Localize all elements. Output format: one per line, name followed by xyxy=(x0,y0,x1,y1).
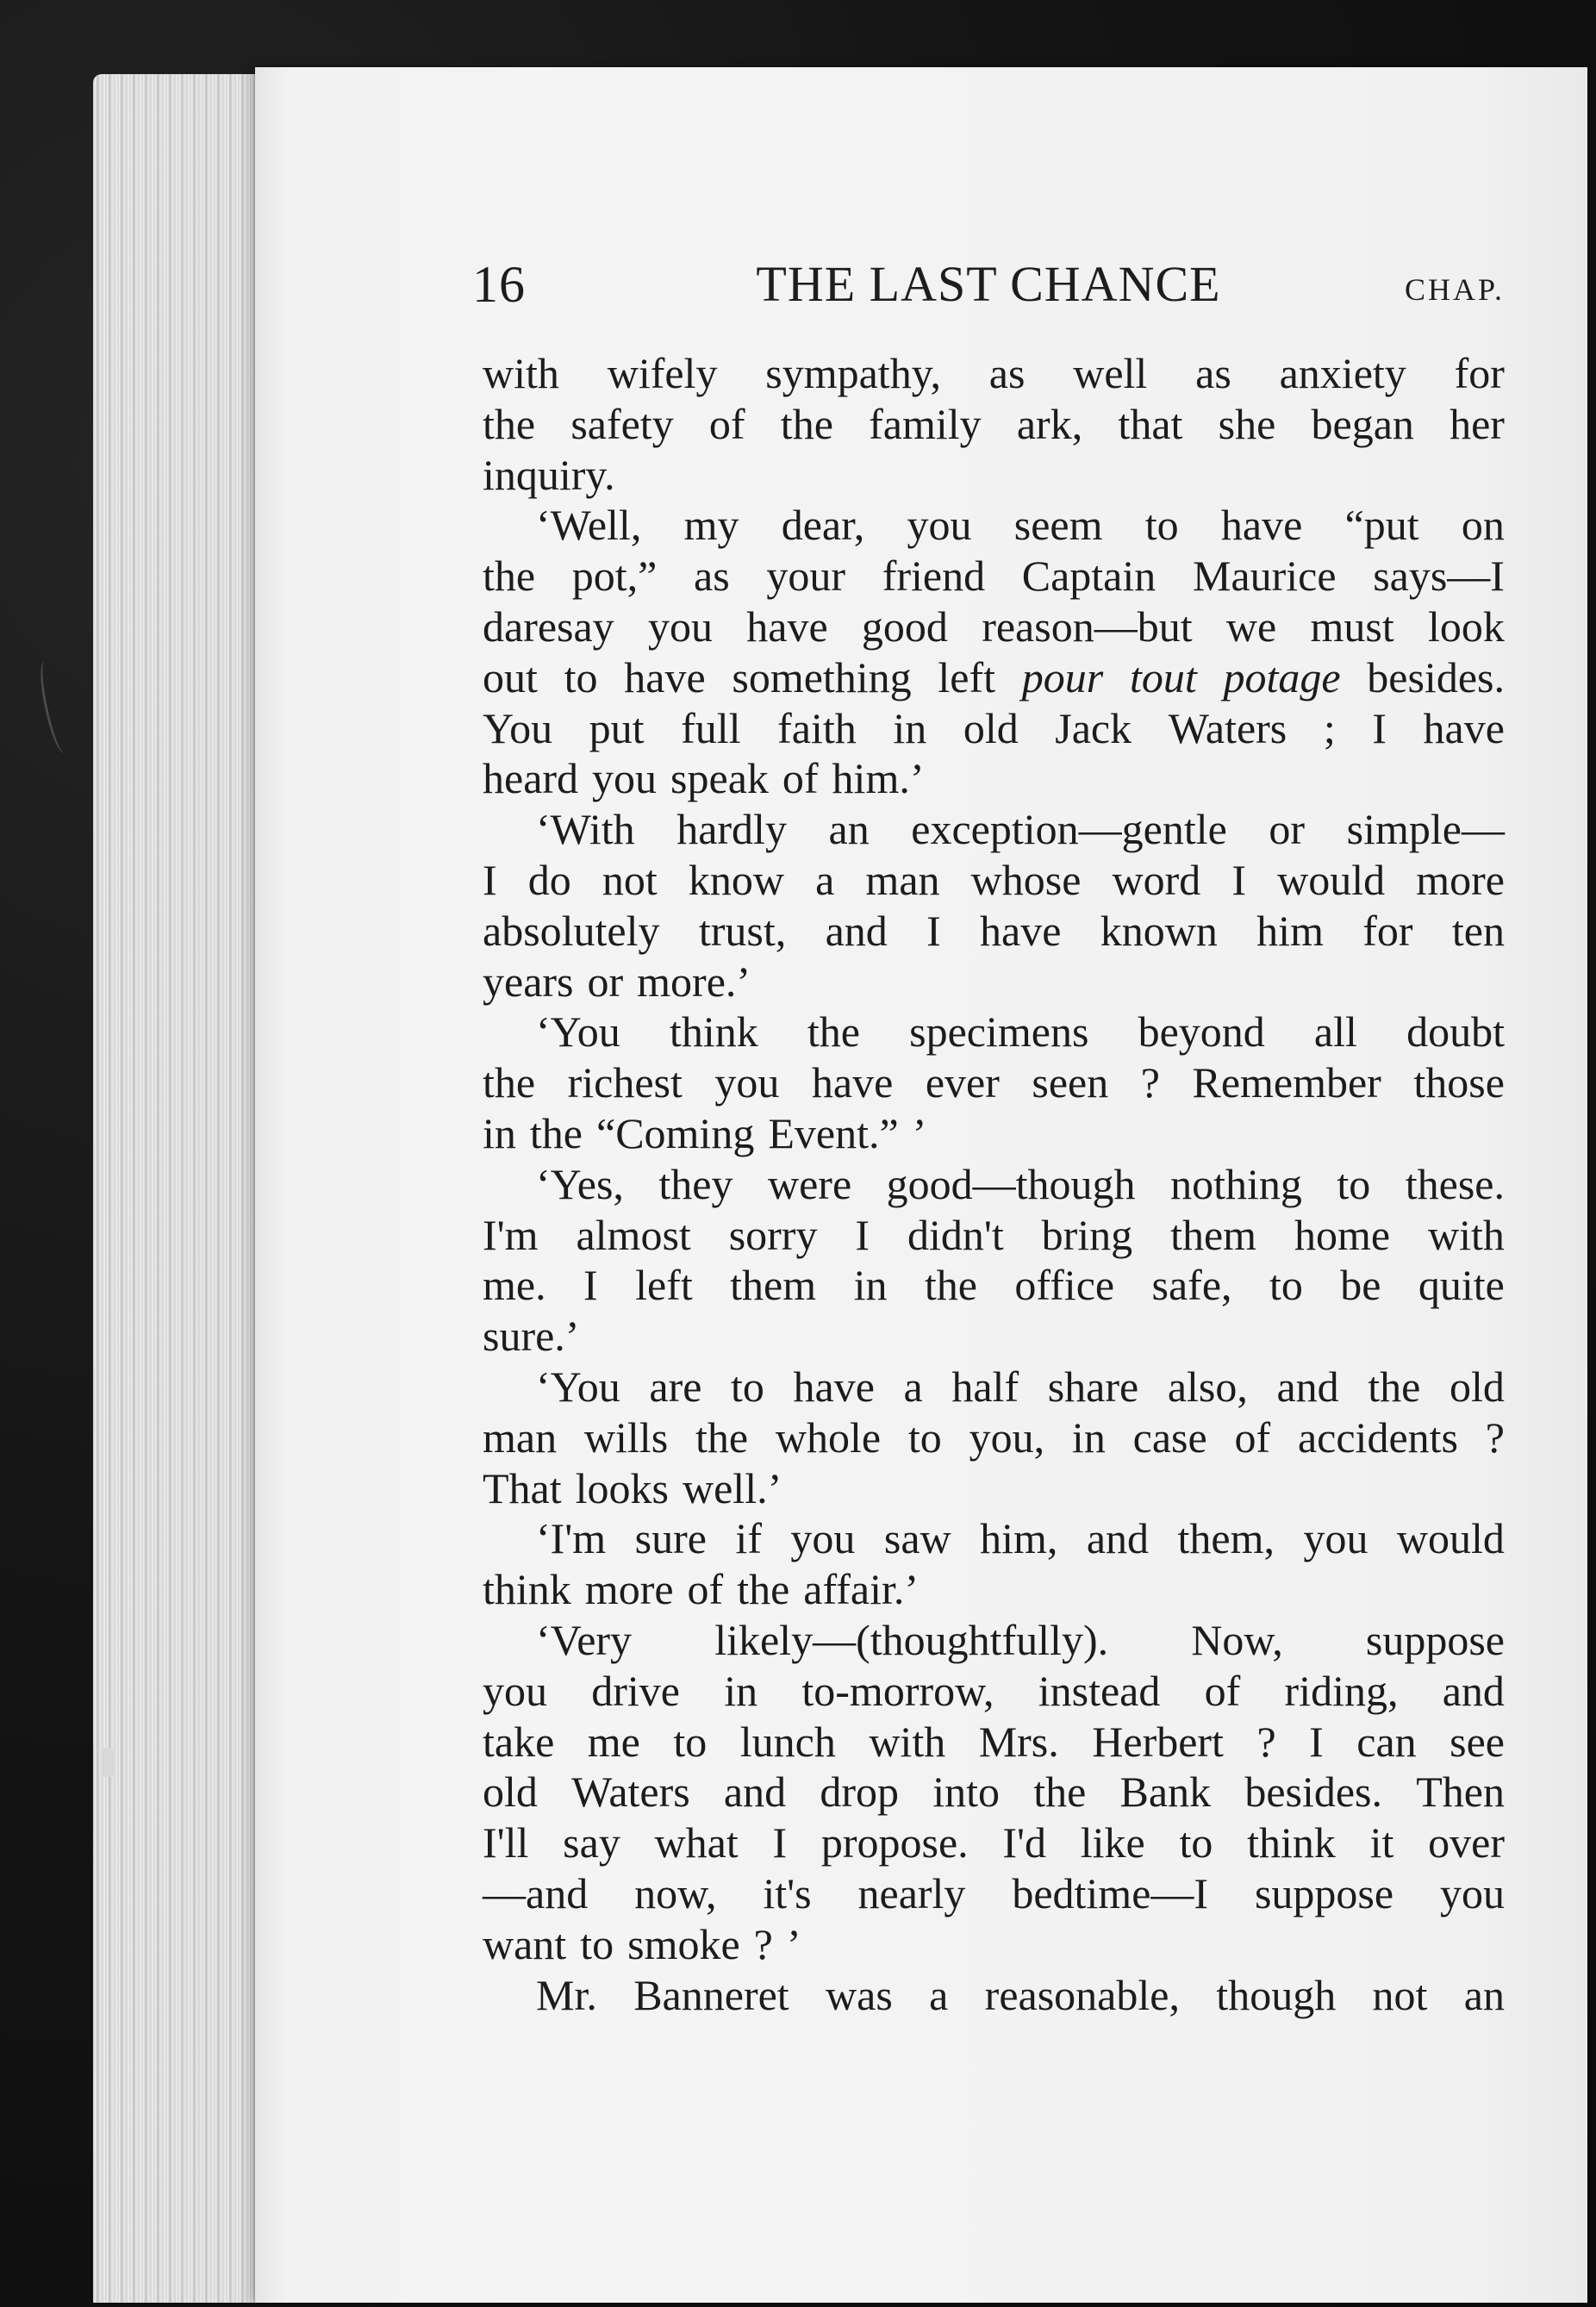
word: my xyxy=(683,501,739,550)
word: of xyxy=(708,399,745,448)
word: him, xyxy=(980,1514,1058,1563)
word: inquiry. xyxy=(483,450,615,499)
word: I'm xyxy=(483,1210,539,1259)
text-line xyxy=(483,1260,1505,1311)
word: Waters xyxy=(571,1768,690,1817)
word: her xyxy=(1449,399,1505,448)
word: you xyxy=(790,1514,856,1563)
word: like xyxy=(1080,1818,1145,1867)
word: I xyxy=(1309,1717,1324,1766)
word: Mr. xyxy=(536,1970,597,2019)
word: Jack xyxy=(1055,703,1132,752)
word: seem xyxy=(1013,501,1103,550)
word: specimens xyxy=(909,1007,1089,1057)
word: with xyxy=(483,349,559,397)
word: well xyxy=(1073,349,1148,397)
word: ? xyxy=(753,1919,773,1968)
text-line xyxy=(483,450,1505,501)
word: ? xyxy=(1140,1058,1160,1107)
word: are xyxy=(649,1362,702,1411)
word: —and xyxy=(483,1868,589,1917)
word: out xyxy=(483,652,538,701)
word: look xyxy=(1428,602,1505,651)
word: didn't xyxy=(907,1210,1004,1259)
text-line xyxy=(483,1159,1505,1210)
word: have xyxy=(746,602,828,651)
word: drive xyxy=(591,1666,680,1715)
word: ’ xyxy=(786,1919,801,1968)
word: ark, xyxy=(1016,399,1083,448)
word: to xyxy=(1179,1818,1213,1867)
word: you, xyxy=(969,1412,1045,1462)
word: you xyxy=(483,1666,547,1715)
text-line xyxy=(483,1311,1505,1362)
word: riding, xyxy=(1284,1666,1399,1715)
text-line xyxy=(483,1007,1505,1057)
word: though xyxy=(1216,1970,1337,2019)
word: the xyxy=(483,1058,536,1107)
text-line xyxy=(483,753,1505,804)
italic-word: tout xyxy=(1129,652,1197,701)
word: want xyxy=(483,1919,567,1968)
text-line xyxy=(483,348,1505,399)
word: me. xyxy=(483,1261,546,1310)
word: of xyxy=(1234,1412,1271,1462)
word: you xyxy=(1303,1514,1368,1563)
word: old xyxy=(963,703,1019,752)
running-header xyxy=(472,250,1505,319)
word: ’ xyxy=(912,1108,927,1157)
word: ‘You xyxy=(536,1007,620,1057)
word: they xyxy=(658,1159,733,1208)
word: as xyxy=(1195,349,1231,397)
word: man xyxy=(483,1412,558,1462)
word: have xyxy=(811,1058,894,1107)
word: good xyxy=(861,602,948,651)
word: reason—but xyxy=(982,602,1193,651)
word: it xyxy=(1369,1818,1394,1867)
text-line xyxy=(483,1767,1505,1818)
word: be xyxy=(1340,1261,1381,1310)
word: Maurice xyxy=(1192,552,1337,601)
text-line xyxy=(483,1513,1505,1564)
word: and xyxy=(1086,1514,1150,1563)
word: half xyxy=(951,1362,1019,1411)
word: if xyxy=(735,1514,762,1563)
word: ‘Very xyxy=(536,1615,633,1664)
text-line xyxy=(483,602,1505,652)
word: not xyxy=(1372,1970,1428,2019)
word: case xyxy=(1132,1412,1207,1462)
word: a xyxy=(903,1362,923,1411)
word: safe, xyxy=(1151,1261,1232,1310)
word: I xyxy=(772,1818,788,1867)
word: to xyxy=(1269,1261,1303,1310)
word: quite xyxy=(1418,1261,1505,1310)
word: them, xyxy=(1177,1514,1275,1563)
word: you xyxy=(647,602,713,651)
word: sorry xyxy=(728,1210,818,1259)
word: a xyxy=(929,1970,949,2019)
word: of xyxy=(782,754,819,803)
word: you xyxy=(592,754,658,803)
word: known xyxy=(1100,906,1218,955)
word: know xyxy=(688,855,784,904)
text-line xyxy=(483,1970,1505,2021)
word: the xyxy=(807,1007,860,1057)
word: and xyxy=(825,906,888,955)
word: “Coming xyxy=(596,1108,755,1157)
word: speak xyxy=(670,754,769,803)
word: the xyxy=(483,399,536,448)
word: Bank xyxy=(1119,1768,1212,1817)
word: you xyxy=(1439,1868,1505,1917)
word: or xyxy=(1269,805,1306,854)
word: have xyxy=(1423,703,1505,752)
word: word xyxy=(1112,855,1201,904)
word: instead xyxy=(1038,1666,1161,1715)
word: ‘Well, xyxy=(536,501,642,550)
word: in xyxy=(893,703,927,752)
word: drop xyxy=(820,1768,899,1817)
text-line xyxy=(483,652,1505,703)
word: must xyxy=(1310,602,1394,651)
word: bring xyxy=(1041,1210,1133,1259)
word: over xyxy=(1428,1818,1505,1867)
text-line xyxy=(483,855,1505,906)
word: think xyxy=(1247,1818,1336,1867)
text-line xyxy=(483,551,1505,602)
text-line xyxy=(483,399,1505,450)
word: the xyxy=(1368,1362,1421,1411)
body-text xyxy=(483,348,1505,2020)
word: ? xyxy=(1256,1717,1276,1766)
italic-word: pour xyxy=(1021,652,1104,701)
chapter-label: CHAP. xyxy=(1404,272,1505,307)
word: ? xyxy=(1485,1412,1505,1462)
word: them xyxy=(1170,1210,1257,1259)
word: also, xyxy=(1167,1362,1248,1411)
word: to-morrow, xyxy=(801,1666,994,1715)
text-line xyxy=(483,906,1505,957)
word: share xyxy=(1047,1362,1139,1411)
word: ever xyxy=(925,1058,1000,1107)
word: bedtime—I xyxy=(1012,1868,1209,1917)
word: likely—(thoughtfully). xyxy=(714,1615,1109,1664)
word: sure.’ xyxy=(483,1312,580,1361)
word: not xyxy=(602,855,658,904)
word: Captain xyxy=(1021,552,1156,601)
word: nearly xyxy=(857,1868,966,1917)
word: years xyxy=(483,957,574,1006)
word: friend xyxy=(882,552,986,601)
word: the xyxy=(483,552,536,601)
word: left xyxy=(635,1261,693,1310)
word: were xyxy=(768,1159,852,1208)
word: put xyxy=(589,703,645,752)
word: I xyxy=(1231,855,1247,904)
word: lunch xyxy=(739,1717,836,1766)
word: say xyxy=(563,1818,620,1867)
word: ‘You xyxy=(536,1362,620,1411)
scan-edge-dot xyxy=(102,1748,114,1777)
word: I xyxy=(1372,703,1387,752)
word: into xyxy=(932,1768,1001,1817)
word: the xyxy=(529,1108,583,1157)
word: as xyxy=(694,552,730,601)
word: to xyxy=(1144,501,1179,550)
word: heard xyxy=(483,754,579,803)
word: home xyxy=(1294,1210,1391,1259)
word: besides. xyxy=(1367,652,1505,701)
word: on xyxy=(1461,501,1505,550)
word: trust, xyxy=(698,906,787,955)
text-line xyxy=(483,1362,1505,1412)
word: I'd xyxy=(1002,1818,1047,1867)
word: have xyxy=(980,906,1062,955)
text-line xyxy=(483,1666,1505,1717)
word: your xyxy=(766,552,846,601)
word: would xyxy=(1277,855,1386,904)
word: wifely xyxy=(607,349,718,397)
word: Now, xyxy=(1191,1615,1283,1664)
word: to xyxy=(907,1412,942,1462)
word: reasonable, xyxy=(984,1970,1180,2019)
text-line xyxy=(483,703,1505,754)
word: and xyxy=(1276,1362,1339,1411)
word: you xyxy=(907,501,972,550)
text-line xyxy=(483,1564,1505,1615)
word: well.’ xyxy=(683,1463,782,1512)
text-line xyxy=(483,1108,1505,1159)
word: old xyxy=(483,1768,538,1817)
word: seen xyxy=(1032,1058,1109,1107)
text-line xyxy=(483,1463,1505,1514)
word: sure xyxy=(634,1514,707,1563)
text-line xyxy=(483,1615,1505,1666)
word: for xyxy=(1454,349,1505,397)
word: or xyxy=(587,957,624,1006)
word: pot,” xyxy=(571,552,658,601)
word: we xyxy=(1225,602,1277,651)
word: suppose xyxy=(1254,1868,1394,1917)
text-line xyxy=(483,1210,1505,1261)
running-title: THE LAST CHANCE xyxy=(756,256,1221,312)
word: ‘I'm xyxy=(536,1514,607,1563)
page-number: 16 xyxy=(472,256,526,313)
word: Waters xyxy=(1168,703,1287,752)
word: ‘Yes, xyxy=(536,1159,624,1208)
word: that xyxy=(1118,399,1183,448)
word: beyond xyxy=(1138,1007,1265,1057)
word: daresay xyxy=(483,602,614,651)
word: and xyxy=(723,1768,787,1817)
word: in xyxy=(483,1108,516,1157)
word: full xyxy=(681,703,741,752)
text-line xyxy=(483,1919,1505,1970)
word: doubt xyxy=(1406,1007,1505,1057)
word: old xyxy=(1449,1362,1505,1411)
word: began xyxy=(1311,399,1414,448)
word: him.’ xyxy=(832,754,925,803)
text-line xyxy=(483,1057,1505,1108)
word: Event.” xyxy=(768,1108,899,1157)
word: take xyxy=(483,1717,555,1766)
word: to xyxy=(580,1919,614,1968)
word: with xyxy=(869,1717,946,1766)
word: what xyxy=(654,1818,739,1867)
word: the xyxy=(780,399,833,448)
word: something xyxy=(732,652,912,701)
word: I'll xyxy=(483,1818,529,1867)
word: propose. xyxy=(820,1818,969,1867)
word: smoke xyxy=(627,1919,740,1968)
word: see xyxy=(1449,1717,1505,1766)
word: was xyxy=(826,1970,893,2019)
word: for xyxy=(1362,906,1413,955)
word: to xyxy=(564,652,598,701)
word: saw xyxy=(883,1514,951,1563)
word: faith xyxy=(777,703,857,752)
word: office xyxy=(1014,1261,1115,1310)
word: man xyxy=(865,855,940,904)
word: more xyxy=(1416,855,1505,904)
text-line xyxy=(483,1868,1505,1919)
word: “put xyxy=(1344,501,1419,550)
word: affair.’ xyxy=(803,1565,919,1614)
text-line xyxy=(483,1412,1505,1463)
word: those xyxy=(1413,1058,1505,1107)
word: of xyxy=(1204,1666,1241,1715)
word: an xyxy=(828,805,870,854)
word: these. xyxy=(1405,1159,1505,1208)
word: Remember xyxy=(1192,1058,1381,1107)
word: besides. xyxy=(1244,1768,1383,1817)
word: of xyxy=(687,1565,724,1614)
word: absolutely xyxy=(483,906,660,955)
word: now, xyxy=(634,1868,717,1917)
word: she xyxy=(1218,399,1276,448)
word: suppose xyxy=(1365,1615,1505,1664)
text-line xyxy=(483,500,1505,551)
text-line xyxy=(483,1717,1505,1768)
word: family xyxy=(869,399,982,448)
word: accidents xyxy=(1297,1412,1458,1462)
word: in xyxy=(724,1666,758,1715)
word: have xyxy=(793,1362,875,1411)
text-line xyxy=(483,804,1505,855)
word: think xyxy=(669,1007,758,1057)
word: ‘With xyxy=(536,805,635,854)
word: simple— xyxy=(1346,805,1505,854)
word: an xyxy=(1463,1970,1505,2019)
word: in xyxy=(853,1261,888,1310)
word: them xyxy=(730,1261,817,1310)
word: left xyxy=(938,652,996,701)
word: the xyxy=(1033,1768,1087,1817)
word: with xyxy=(1427,1210,1505,1259)
word: sympathy, xyxy=(765,349,941,397)
word: Mrs. xyxy=(978,1717,1059,1766)
word: to xyxy=(1337,1159,1371,1208)
word: looks xyxy=(575,1463,669,1512)
word: says—I xyxy=(1373,552,1505,601)
word: Then xyxy=(1416,1768,1505,1817)
word: to xyxy=(673,1717,708,1766)
word: the xyxy=(737,1565,790,1614)
word: nothing xyxy=(1170,1159,1302,1208)
word: I xyxy=(583,1261,598,1310)
word: it's xyxy=(763,1868,812,1917)
word: good—though xyxy=(886,1159,1136,1208)
word: have xyxy=(624,652,706,701)
word: more.’ xyxy=(637,957,751,1006)
word: Banneret xyxy=(633,1970,789,2019)
word: would xyxy=(1396,1514,1505,1563)
word: can xyxy=(1356,1717,1417,1766)
text-line xyxy=(483,1818,1505,1868)
word: hardly xyxy=(676,805,787,854)
word: I xyxy=(855,1210,870,1259)
word: him xyxy=(1256,906,1324,955)
word: have xyxy=(1220,501,1303,550)
page-stack-edge xyxy=(93,74,265,2303)
word: whole xyxy=(775,1412,882,1462)
word: almost xyxy=(576,1210,691,1259)
word: all xyxy=(1313,1007,1357,1057)
word: richest xyxy=(567,1058,683,1107)
word: a xyxy=(815,855,835,904)
word: the xyxy=(924,1261,977,1310)
word: That xyxy=(483,1463,562,1512)
word: and xyxy=(1442,1666,1505,1715)
word: ; xyxy=(1323,703,1336,752)
word: the xyxy=(695,1412,749,1462)
text-line xyxy=(483,957,1505,1007)
word: I xyxy=(926,906,941,955)
italic-word: potage xyxy=(1223,652,1341,701)
word: as xyxy=(988,349,1026,397)
word: safety xyxy=(570,399,674,448)
word: think xyxy=(483,1565,571,1614)
word: in xyxy=(1071,1412,1106,1462)
word: you xyxy=(714,1058,780,1107)
word: ten xyxy=(1451,906,1505,955)
word: whose xyxy=(970,855,1082,904)
word: anxiety xyxy=(1279,349,1406,397)
word: more xyxy=(584,1565,674,1614)
word: You xyxy=(483,703,553,752)
word: to xyxy=(731,1362,764,1411)
word: do xyxy=(527,855,571,904)
word: I xyxy=(483,855,497,904)
word: Herbert xyxy=(1092,1717,1224,1766)
word: exception—gentle xyxy=(911,805,1227,854)
word: wills xyxy=(583,1412,669,1462)
word: me xyxy=(587,1717,640,1766)
word: dear, xyxy=(781,501,865,550)
